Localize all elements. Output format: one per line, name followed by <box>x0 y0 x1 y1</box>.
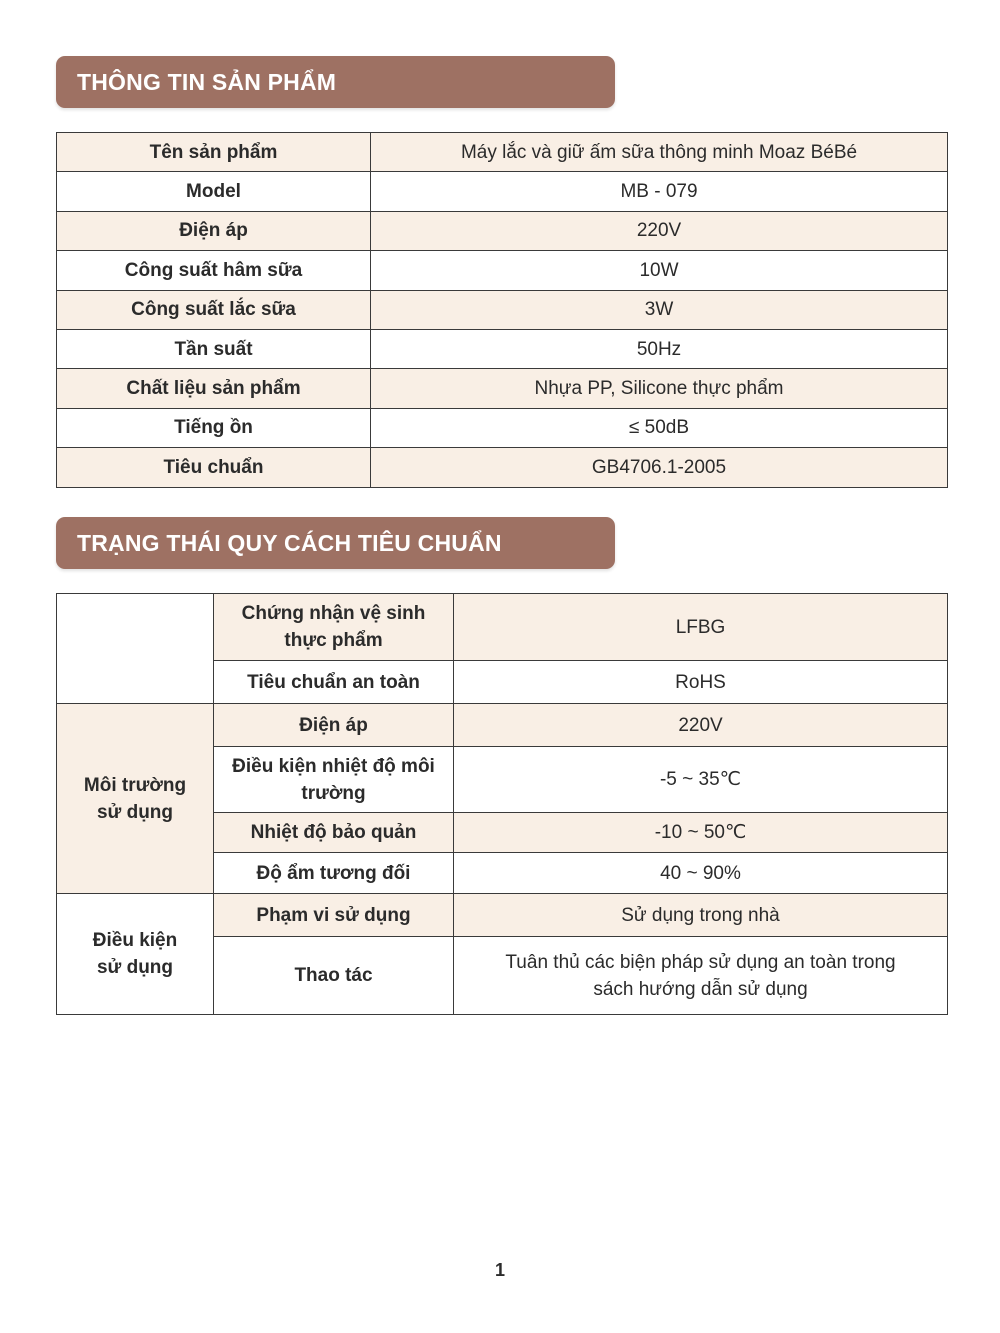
standards-table <box>56 593 948 1015</box>
table-row <box>57 408 948 447</box>
row-value: -10 ~ 50℃ <box>454 813 948 853</box>
section-header-standards <box>56 517 615 569</box>
table-row <box>57 704 948 747</box>
row-label: Chứng nhận vệ sinh thực phẩm <box>214 594 454 661</box>
row-value: RoHS <box>454 661 948 704</box>
row-label: Tên sản phẩm <box>57 133 371 172</box>
group-label-empty <box>57 594 214 704</box>
row-value: GB4706.1-2005 <box>371 448 948 487</box>
section-header-product-info <box>56 56 615 108</box>
row-value: 40 ~ 90% <box>454 853 948 894</box>
row-value: -5 ~ 35℃ <box>454 747 948 813</box>
table-row <box>57 369 948 408</box>
row-label: Công suất lắc sữa <box>57 290 371 329</box>
row-label: Điều kiện nhiệt độ môi trường <box>214 747 454 813</box>
row-label: Chất liệu sản phẩm <box>57 369 371 408</box>
row-value: 10W <box>371 251 948 290</box>
table-row <box>57 211 948 250</box>
section-title: THÔNG TIN SẢN PHẨM <box>77 68 337 95</box>
row-value: 3W <box>371 290 948 329</box>
row-label: Điện áp <box>214 704 454 747</box>
row-value: LFBG <box>454 594 948 661</box>
row-label: Công suất hâm sữa <box>57 251 371 290</box>
table-row <box>57 894 948 937</box>
row-value: Sử dụng trong nhà <box>454 894 948 937</box>
table-row <box>57 172 948 211</box>
product-info-table <box>56 132 948 488</box>
row-label: Tiêu chuẩn an toàn <box>214 661 454 704</box>
row-value: 50Hz <box>371 329 948 368</box>
row-label: Tiêu chuẩn <box>57 448 371 487</box>
row-label: Nhiệt độ bảo quản <box>214 813 454 853</box>
row-value: MB - 079 <box>371 172 948 211</box>
page-number: 1 <box>494 1260 505 1280</box>
row-label: Tần suất <box>57 329 371 368</box>
row-label: Phạm vi sử dụng <box>214 894 454 937</box>
row-label: Độ ẩm tương đối <box>214 853 454 894</box>
group-label-environment: Môi trường sử dụng <box>57 704 214 894</box>
group-label-usage-conditions: Điều kiện sử dụng <box>57 894 214 1015</box>
table-row <box>57 448 948 487</box>
table-row <box>57 594 948 661</box>
row-label: Thao tác <box>214 937 454 1015</box>
row-label: Model <box>57 172 371 211</box>
row-value: Nhựa PP, Silicone thực phẩm <box>371 369 948 408</box>
row-value: Máy lắc và giữ ấm sữa thông minh Moaz BéBé <box>371 133 948 172</box>
row-value: Tuân thủ các biện pháp sử dụng an toàn trong sách hướng dẫn sử dụng <box>454 937 948 1015</box>
row-label: Điện áp <box>57 211 371 250</box>
section-title: TRẠNG THÁI QUY CÁCH TIÊU CHUẨN <box>77 529 502 556</box>
table-row <box>57 133 948 172</box>
table-row <box>57 290 948 329</box>
row-label: Tiếng ồn <box>57 408 371 447</box>
row-value: ≤ 50dB <box>371 408 948 447</box>
table-row <box>57 251 948 290</box>
row-value: 220V <box>454 704 948 747</box>
row-value: 220V <box>371 211 948 250</box>
table-row <box>57 329 948 368</box>
